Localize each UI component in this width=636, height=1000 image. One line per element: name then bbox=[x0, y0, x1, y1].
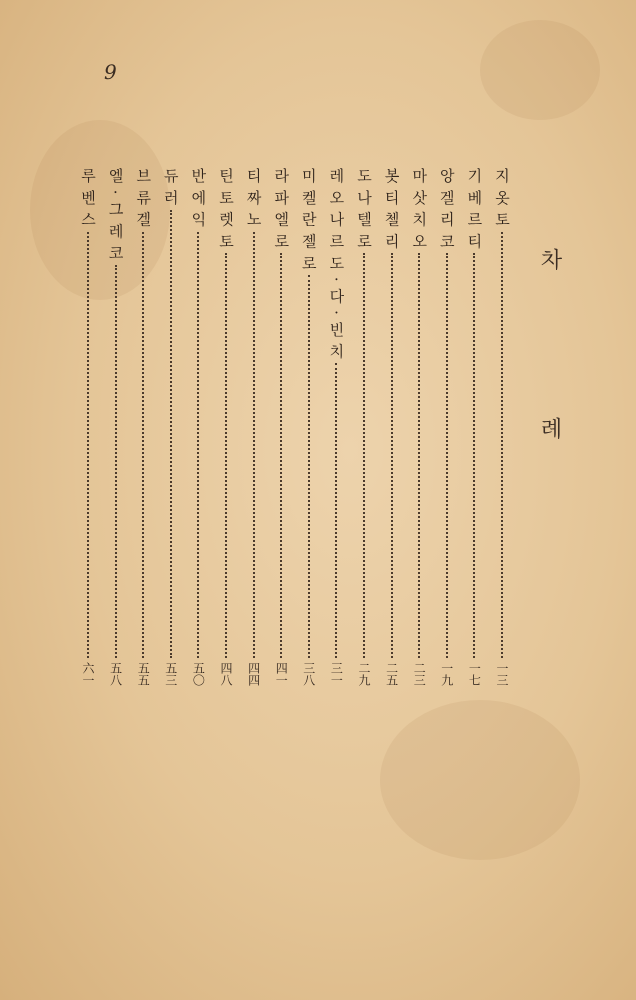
toc-entry[interactable] bbox=[437, 168, 457, 686]
toc-entry-title: 반 에 익 bbox=[189, 168, 208, 228]
toc-entry-title: 봇 티 첼 리 bbox=[382, 168, 401, 250]
toc-leader bbox=[115, 265, 117, 658]
page-number: 9 bbox=[104, 60, 117, 84]
toc-entry-title: 루 벤 스 bbox=[79, 168, 97, 228]
toc-entry[interactable] bbox=[133, 168, 153, 686]
toc-leader bbox=[170, 210, 172, 658]
toc-entry-page: 一三 bbox=[495, 662, 509, 686]
toc-entry-page: 五三 bbox=[163, 662, 178, 686]
toc-leader bbox=[501, 232, 503, 658]
toc-entry-title: 지 옷 토 bbox=[493, 168, 511, 228]
toc-leader bbox=[253, 232, 255, 658]
toc-leader bbox=[473, 253, 475, 658]
toc-entry[interactable] bbox=[271, 168, 291, 686]
toc-entry[interactable] bbox=[354, 168, 374, 686]
toc-leader bbox=[280, 253, 282, 658]
toc-entry-page: 一七 bbox=[467, 662, 482, 686]
toc-entry-page: 四八 bbox=[219, 662, 233, 686]
toc-entry-page: 三八 bbox=[301, 662, 316, 686]
toc-leader bbox=[391, 253, 393, 658]
toc-entry[interactable] bbox=[216, 168, 236, 686]
toc-entry-page: 三一 bbox=[329, 662, 344, 686]
toc-entry[interactable] bbox=[161, 168, 181, 686]
toc-entry[interactable] bbox=[244, 168, 264, 686]
toc-entry-page: 二三 bbox=[412, 662, 427, 686]
toc-entry-title: 기 베 르 티 bbox=[465, 168, 484, 250]
toc-entry-title: 앙 겔 리 코 bbox=[437, 168, 456, 250]
toc-leader bbox=[87, 232, 89, 658]
toc-entry-title: 마 삿 치 오 bbox=[410, 168, 429, 250]
toc-entry-title: 미 켈 란 젤 로 bbox=[299, 168, 318, 272]
toc-leader bbox=[308, 275, 310, 658]
toc-entry[interactable] bbox=[382, 168, 402, 686]
toc-entry-title: 레 오 나 르 도 · 다 · 빈 치 bbox=[327, 168, 346, 360]
toc-entry-page: 四一 bbox=[274, 662, 289, 686]
toc-entry-page: 四四 bbox=[246, 662, 261, 686]
toc-entry-title: 라 파 엘 로 bbox=[272, 168, 291, 250]
toc-entry[interactable] bbox=[326, 168, 346, 686]
toc-entry[interactable] bbox=[464, 168, 484, 686]
toc-leader bbox=[446, 253, 448, 658]
paper-stain bbox=[480, 20, 600, 120]
toc-entry[interactable] bbox=[188, 168, 208, 686]
toc-leader bbox=[363, 253, 365, 658]
toc-entry-title: 틴 토 렛 토 bbox=[217, 168, 235, 250]
toc-entry-page: 五五 bbox=[136, 662, 151, 686]
toc-leader bbox=[142, 232, 144, 658]
toc-entry[interactable] bbox=[299, 168, 319, 686]
toc-entry-page: 二五 bbox=[384, 662, 399, 686]
toc-leader bbox=[418, 253, 420, 658]
toc-entry[interactable] bbox=[78, 168, 98, 686]
toc-entry-page: 五〇 bbox=[191, 662, 206, 686]
toc-entry-page: 六一 bbox=[81, 662, 95, 686]
toc-entry-title: 티 짜 노 bbox=[244, 168, 263, 228]
toc-entry[interactable] bbox=[106, 168, 126, 686]
toc-entry-page: 一九 bbox=[439, 662, 454, 686]
toc-entry[interactable] bbox=[492, 168, 512, 686]
toc-leader bbox=[197, 232, 199, 658]
toc-entry-page: 五八 bbox=[108, 662, 123, 686]
toc-entry-title: 엘 · 그 레 코 bbox=[106, 168, 125, 261]
toc-leader bbox=[225, 253, 227, 658]
toc-entry-title: 도 나 텔 로 bbox=[355, 168, 373, 250]
toc-title: 차 례 bbox=[537, 248, 562, 509]
toc-leader bbox=[335, 363, 337, 658]
toc-list bbox=[0, 168, 636, 708]
toc-entry[interactable] bbox=[409, 168, 429, 686]
toc-entry-page: 二九 bbox=[357, 662, 371, 686]
toc-entry-title: 듀 러 bbox=[161, 168, 180, 206]
paper-stain bbox=[380, 700, 580, 860]
toc-entry-title: 브 류 겔 bbox=[134, 168, 153, 228]
